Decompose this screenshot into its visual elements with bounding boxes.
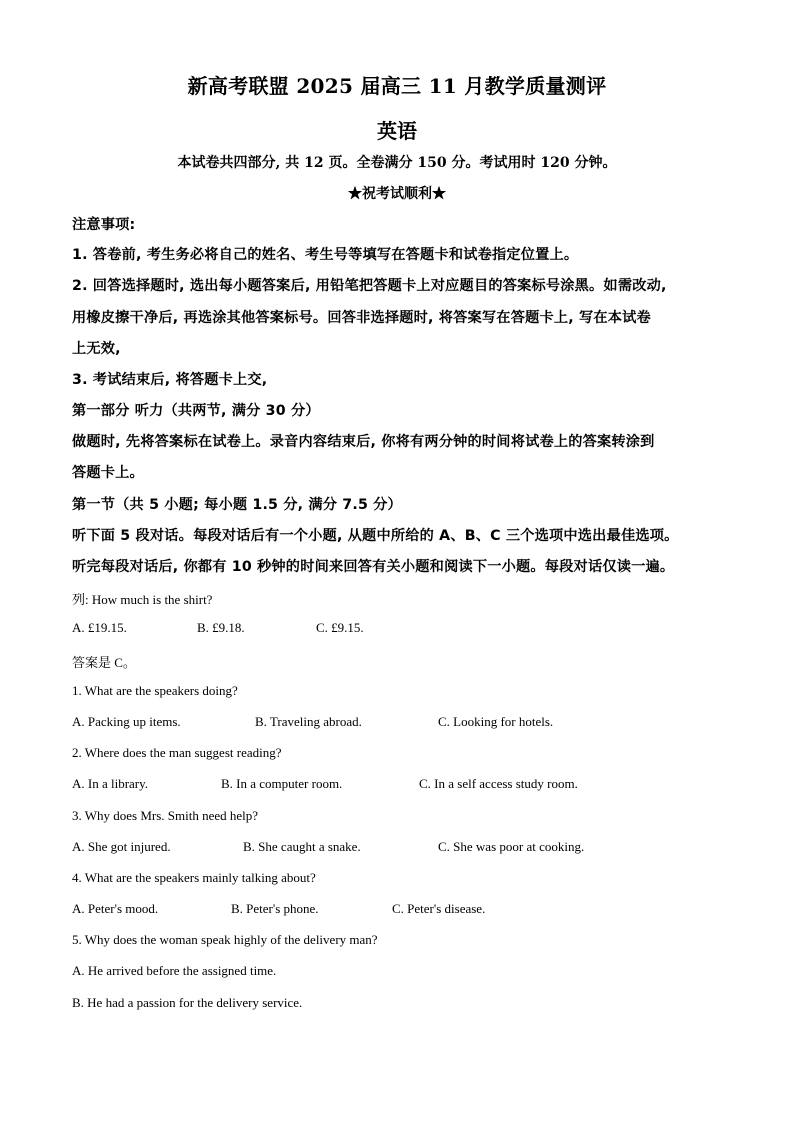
question-3-option-a: A. She got injured.	[72, 839, 171, 854]
example-answer: 答案是 C。	[72, 655, 136, 670]
notice-item-2-line-1: 2. 回答选择题时, 选出每小题答案后, 用铅笔把答题卡上对应题目的答案标号涂黑。如需改动,	[72, 278, 667, 294]
section1-heading: 第一节（共 5 小题; 每小题 1.5 分, 满分 7.5 分）	[72, 497, 402, 513]
question-1: 1. What are the speakers doing?	[72, 683, 238, 698]
section1-desc-line-2: 听完每段对话后, 你都有 10 秒钟的时间来回答有关小题和阅读下一小题。每段对话仅读一遍。	[72, 559, 675, 575]
example-question: 列: How much is the shirt?	[72, 592, 213, 607]
section1-desc-line-1: 听下面 5 段对话。每段对话后有一个小题, 从题中所给的 A、B、C 三个选项中选出最佳选项。	[72, 528, 679, 544]
question-1-option-a: A. Packing up items.	[72, 714, 181, 729]
question-3-option-b: B. She caught a snake.	[243, 839, 361, 854]
question-1-option-b: B. Traveling abroad.	[255, 714, 362, 729]
example-option-a: A. £19.15.	[72, 620, 127, 635]
question-2-option-a: A. In a library.	[72, 776, 149, 791]
notice-item-1: 1. 答卷前, 考生务必将自己的姓名、考生号等填写在答题卡和试卷指定位置上。	[72, 247, 579, 263]
exam-title: 新高考联盟 2025 届高三 11 月教学质量测评	[187, 74, 607, 98]
question-3: 3. Why does Mrs. Smith need help?	[72, 808, 259, 823]
question-4-option-a: A. Peter's mood.	[72, 901, 159, 916]
question-5-option-b: B. He had a passion for the delivery service.	[72, 995, 303, 1010]
subject-title: 英语	[377, 119, 417, 143]
question-4-option-b: B. Peter's phone.	[231, 901, 319, 916]
example-option-b: B. £9.18.	[197, 620, 245, 635]
part1-heading: 第一部分 听力（共两节, 满分 30 分）	[72, 403, 320, 419]
question-5-option-a: A. He arrived before the assigned time.	[72, 963, 277, 978]
notice-item-2-line-3: 上无效,	[72, 341, 121, 357]
question-1-option-c: C. Looking for hotels.	[438, 714, 554, 729]
question-4-option-c: C. Peter's disease.	[392, 901, 486, 916]
part1-desc-line-1: 做题时, 先将答案标在试卷上。录音内容结束后, 你将有两分钟的时间将试卷上的答案转涂到	[72, 434, 655, 450]
question-2-option-b: B. In a computer room.	[221, 776, 343, 791]
example-option-c: C. £9.15.	[316, 620, 364, 635]
question-3-option-c: C. She was poor at cooking.	[438, 839, 585, 854]
question-2-option-c: C. In a self access study room.	[419, 776, 578, 791]
good-luck-line: ★祝考试顺利★	[348, 186, 446, 202]
part1-desc-line-2: 答题卡上。	[72, 465, 144, 481]
exam-info: 本试卷共四部分, 共 12 页。全卷满分 150 分。考试用时 120 分钟。	[177, 155, 617, 171]
question-5: 5. Why does the woman speak highly of the delivery man?	[72, 932, 378, 947]
question-4: 4. What are the speakers mainly talking about?	[72, 870, 316, 885]
notice-item-3: 3. 考试结束后, 将答题卡上交,	[72, 372, 268, 388]
notice-item-2-line-2: 用橡皮擦干净后, 再选涂其他答案标号。回答非选择题时, 将答案写在答题卡上, 写在本试卷	[72, 310, 651, 326]
question-2: 2. Where does the man suggest reading?	[72, 745, 282, 760]
notice-heading: 注意事项:	[72, 217, 136, 233]
